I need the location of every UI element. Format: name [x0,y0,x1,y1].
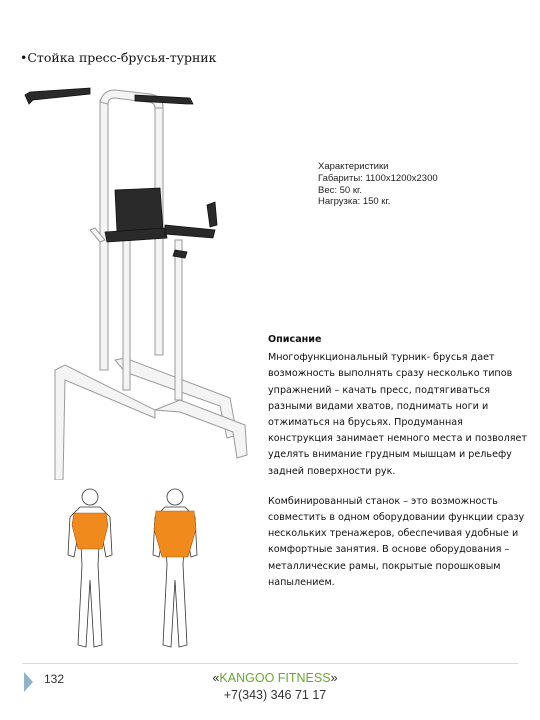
spec-weight: Вес: 50 кг. [318,184,362,196]
spec-load: Нагрузка: 150 кг. [318,196,391,208]
description-paragraph-2: Комбинированный станок – это возможность совместить в одном оборудовании функции сразу нескольких тренажеров, обеспечивая удобные и комфортные занятия. В основе оборудования –металлические рамы, покрытые порошковым напылением. [268,495,525,588]
footer-brand [165,670,385,704]
machine-illustration [15,80,275,480]
quote-open: « [212,671,220,685]
muscle-diagram [50,485,220,650]
description-heading: Описание [268,334,322,345]
page-number: 132 [44,672,65,686]
page-title: •Стойка пресс-брусья-турник [20,50,217,65]
muscle-highlight-front [72,513,108,549]
footer-phone: +7(343) 346 71 17 [223,688,327,702]
specs-heading: Характеристики [318,161,389,172]
spec-dimensions: Габариты: 1100х1200х2300 [318,172,438,184]
page-marker-icon [24,672,33,692]
quote-close: » [330,671,338,685]
specs-block [318,161,528,208]
footer-divider [22,663,518,664]
description-paragraph-1: Многофункциональный турник- брусья дает возможность выполнять сразу несколько типов упражнений – качать пресс, подтягиваться разными видами хватов, поднимать ноги и отжиматься на брусьях. Продуманная конструкция занимает немного места и позволяет уделять внимание грудным мышцам и рельефу задней поверхности рук. [268,352,527,477]
description-block [268,332,530,591]
muscle-highlight-back [154,511,196,557]
brand-name: KANGOO FITNESS [219,671,331,685]
